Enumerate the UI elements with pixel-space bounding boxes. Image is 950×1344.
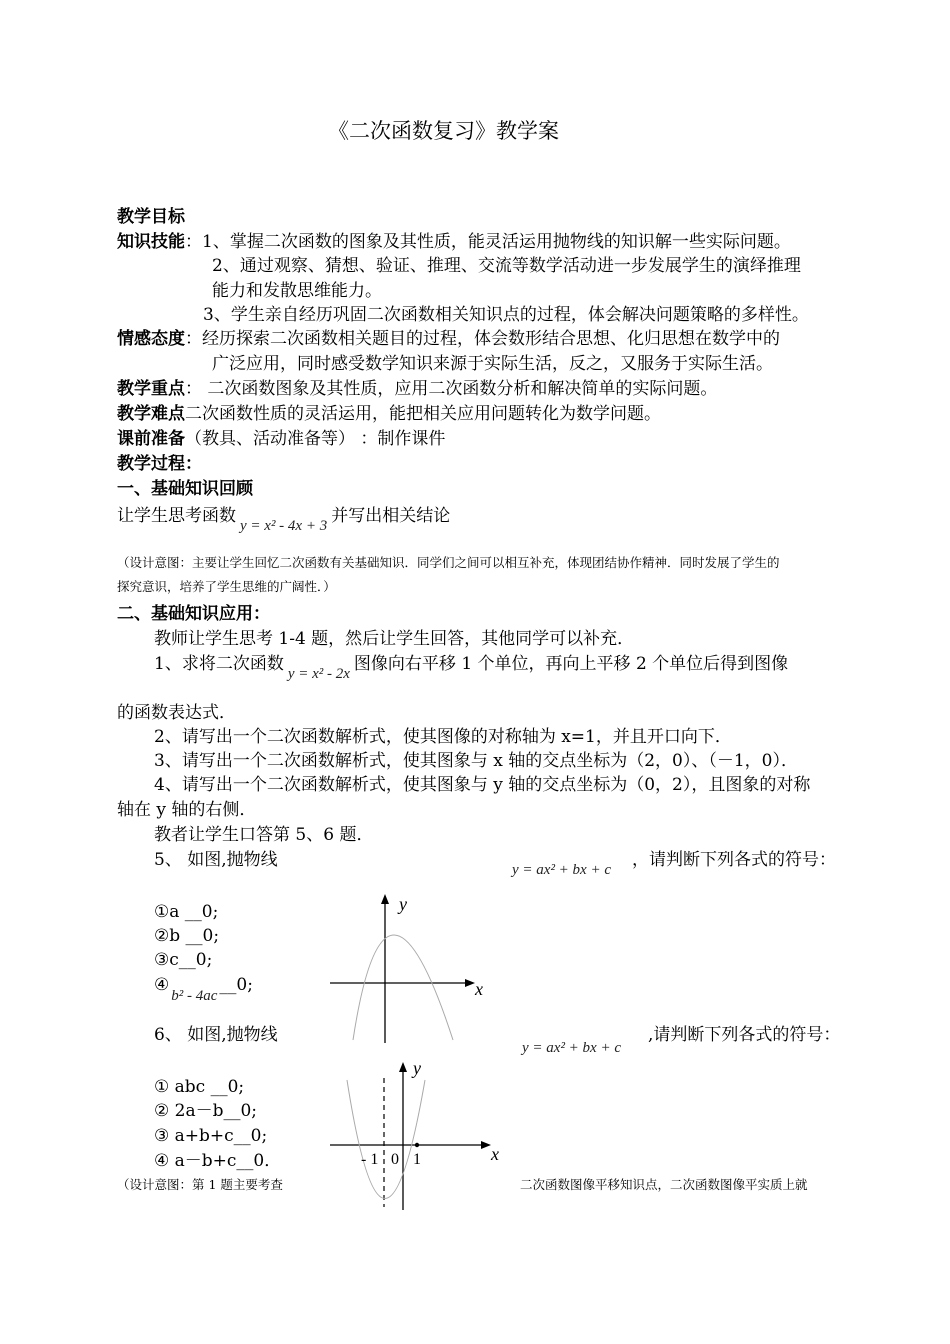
- difficulty-text: 二次函数性质的灵活运用，能把相关应用问题转化为数学问题。: [185, 404, 661, 424]
- parabola-curve-1: [353, 935, 453, 1040]
- difficulty-line: [117, 402, 661, 426]
- q5-suffix: ，请判断下列各式的符号：: [632, 850, 836, 870]
- page-title: 《二次函数复习》教学案: [328, 119, 559, 143]
- design-note-1a: （设计意图：主要让学生回忆二次函数有关基础知识．同学们之间可以相互补充，体现团结协作精神．同时发展了学生的: [117, 555, 780, 570]
- q5-item-4: [154, 973, 253, 1004]
- q5-item-1: ①a __0;: [154, 902, 219, 922]
- x-axis-arrow-1: [465, 979, 475, 987]
- design-note-2-right: 二次函数图像平移知识点，二次函数图像平实质上就: [520, 1177, 808, 1192]
- q5-item-2: ②b __0;: [154, 926, 220, 946]
- q5-item-4-formula: b² - 4ac: [171, 988, 218, 1004]
- prep-text: （教具、活动准备等） ：制作课件: [185, 429, 446, 449]
- q6-item-1: ① abc __0;: [154, 1077, 245, 1097]
- q1-text-b: 图像向右平移 1 个单位，再向上平移 2 个单位后得到图像: [353, 654, 789, 674]
- question-4a: 4、请写出一个二次函数解析式，使其图象与 y 轴的交点坐标为（0，2），且图象的对称: [154, 775, 811, 795]
- key-label: 教学重点: [117, 379, 185, 399]
- q1-text-a: 1、求将二次函数: [154, 654, 284, 674]
- prep-line: [117, 427, 445, 451]
- parabola-graph-1: [325, 890, 495, 1050]
- q5-item-3: ③c__0;: [154, 950, 213, 970]
- question-6-label: 6、 如图,抛物线: [154, 1025, 278, 1045]
- knowledge-text-1: ：1、掌握二次函数的图象及其性质，能灵活运用抛物线的知识解一些实际问题。: [185, 232, 791, 252]
- design-note-1b: 探究意识，培养了学生思维的广阔性．）: [117, 579, 336, 594]
- objectives-heading: 教学目标: [117, 207, 185, 227]
- graph2-x-label: x: [491, 1144, 499, 1164]
- tick-label-zero: 0: [391, 1151, 399, 1168]
- root-point: [415, 1143, 419, 1147]
- process-label: 教学过程：: [117, 454, 202, 474]
- section1-formula: y = x² - 4x + 3: [240, 518, 328, 534]
- question-1-line: [154, 652, 789, 682]
- x-axis-arrow-2: [481, 1141, 491, 1149]
- question-2: 2、请写出一个二次函数解析式，使其图像的对称轴为 x=1，并且开口向下．: [154, 727, 732, 747]
- q1-formula: y = x² - 2x: [287, 666, 350, 682]
- q6-item-4: ④ a－b+c__0．: [154, 1151, 282, 1171]
- q5-item-4-marker: ④: [154, 975, 170, 995]
- q5-item-4-suffix: __0;: [219, 975, 253, 995]
- knowledge-line-3: 3、学生亲自经历巩固二次函数相关知识点的过程，体会解决问题策略的多样性。: [203, 305, 809, 325]
- graph2-y-label: y: [413, 1058, 421, 1078]
- key-text: ： 二次函数图象及其性质，应用二次函数分析和解决简单的实际问题。: [185, 379, 718, 399]
- question-3: 3、请写出一个二次函数解析式，使其图象与 x 轴的交点坐标为（2，0）、（－1，0）．: [154, 751, 798, 771]
- section1-heading: 一、基础知识回顾: [117, 479, 253, 499]
- y-axis-arrow-1: [381, 894, 389, 904]
- knowledge-line-1: [117, 230, 791, 254]
- section1-text-a: 让学生思考函数: [117, 506, 236, 526]
- section1-text-b: 并写出相关结论: [331, 506, 451, 526]
- prep-label: 课前准备: [117, 429, 185, 449]
- section1-line: [117, 504, 451, 534]
- difficulty-label: 教学难点: [117, 404, 185, 424]
- emotion-text-a: ：经历探索二次函数相关题目的过程，体会数形结合思想、化归思想在数学中的: [185, 329, 780, 349]
- parabola-curve-2: [347, 1080, 425, 1199]
- oral-instruction: 教者让学生口答第 5、6 题．: [154, 825, 374, 845]
- tick-label-pos1: 1: [413, 1151, 421, 1168]
- y-axis-arrow-2: [399, 1062, 407, 1072]
- graph1-x-label: x: [475, 979, 483, 999]
- q6-formula: y = ax² + bx + c: [522, 1040, 621, 1056]
- knowledge-label: 知识技能: [117, 232, 185, 252]
- q6-item-2: ② 2a－b__0;: [154, 1101, 258, 1121]
- key-point-line: [117, 377, 717, 401]
- question-5-label: 5、 如图,抛物线: [154, 850, 278, 870]
- q5-formula: y = ax² + bx + c: [512, 862, 611, 878]
- section2-intro: 教师让学生思考 1-4 题，然后让学生回答，其他同学可以补充．: [154, 629, 635, 649]
- question-4b: 轴在 y 轴的右侧．: [117, 800, 257, 820]
- knowledge-line-2a: 2、通过观察、猜想、验证、推理、交流等数学活动进一步发展学生的演绎推理: [212, 256, 801, 276]
- emotion-label: 情感态度: [117, 329, 185, 349]
- q6-item-3: ③ a+b+c__0;: [154, 1126, 268, 1146]
- q6-suffix: ,请判断下列各式的符号：: [648, 1025, 841, 1045]
- tick-label-neg1: - 1: [361, 1151, 379, 1168]
- graph1-y-label: y: [399, 894, 407, 914]
- parabola-graph-2: [325, 1052, 505, 1212]
- design-note-2-left: （设计意图：第 1 题主要考查: [117, 1177, 283, 1192]
- question-1-continued: 的函数表达式．: [117, 703, 236, 723]
- knowledge-line-2b: 能力和发散思维能力。: [212, 281, 382, 301]
- section2-heading: 二、基础知识应用：: [117, 604, 270, 624]
- emotion-line-b: 广泛应用，同时感受数学知识来源于实际生活，反之，又服务于实际生活。: [212, 354, 773, 374]
- emotion-line-a: [117, 327, 780, 351]
